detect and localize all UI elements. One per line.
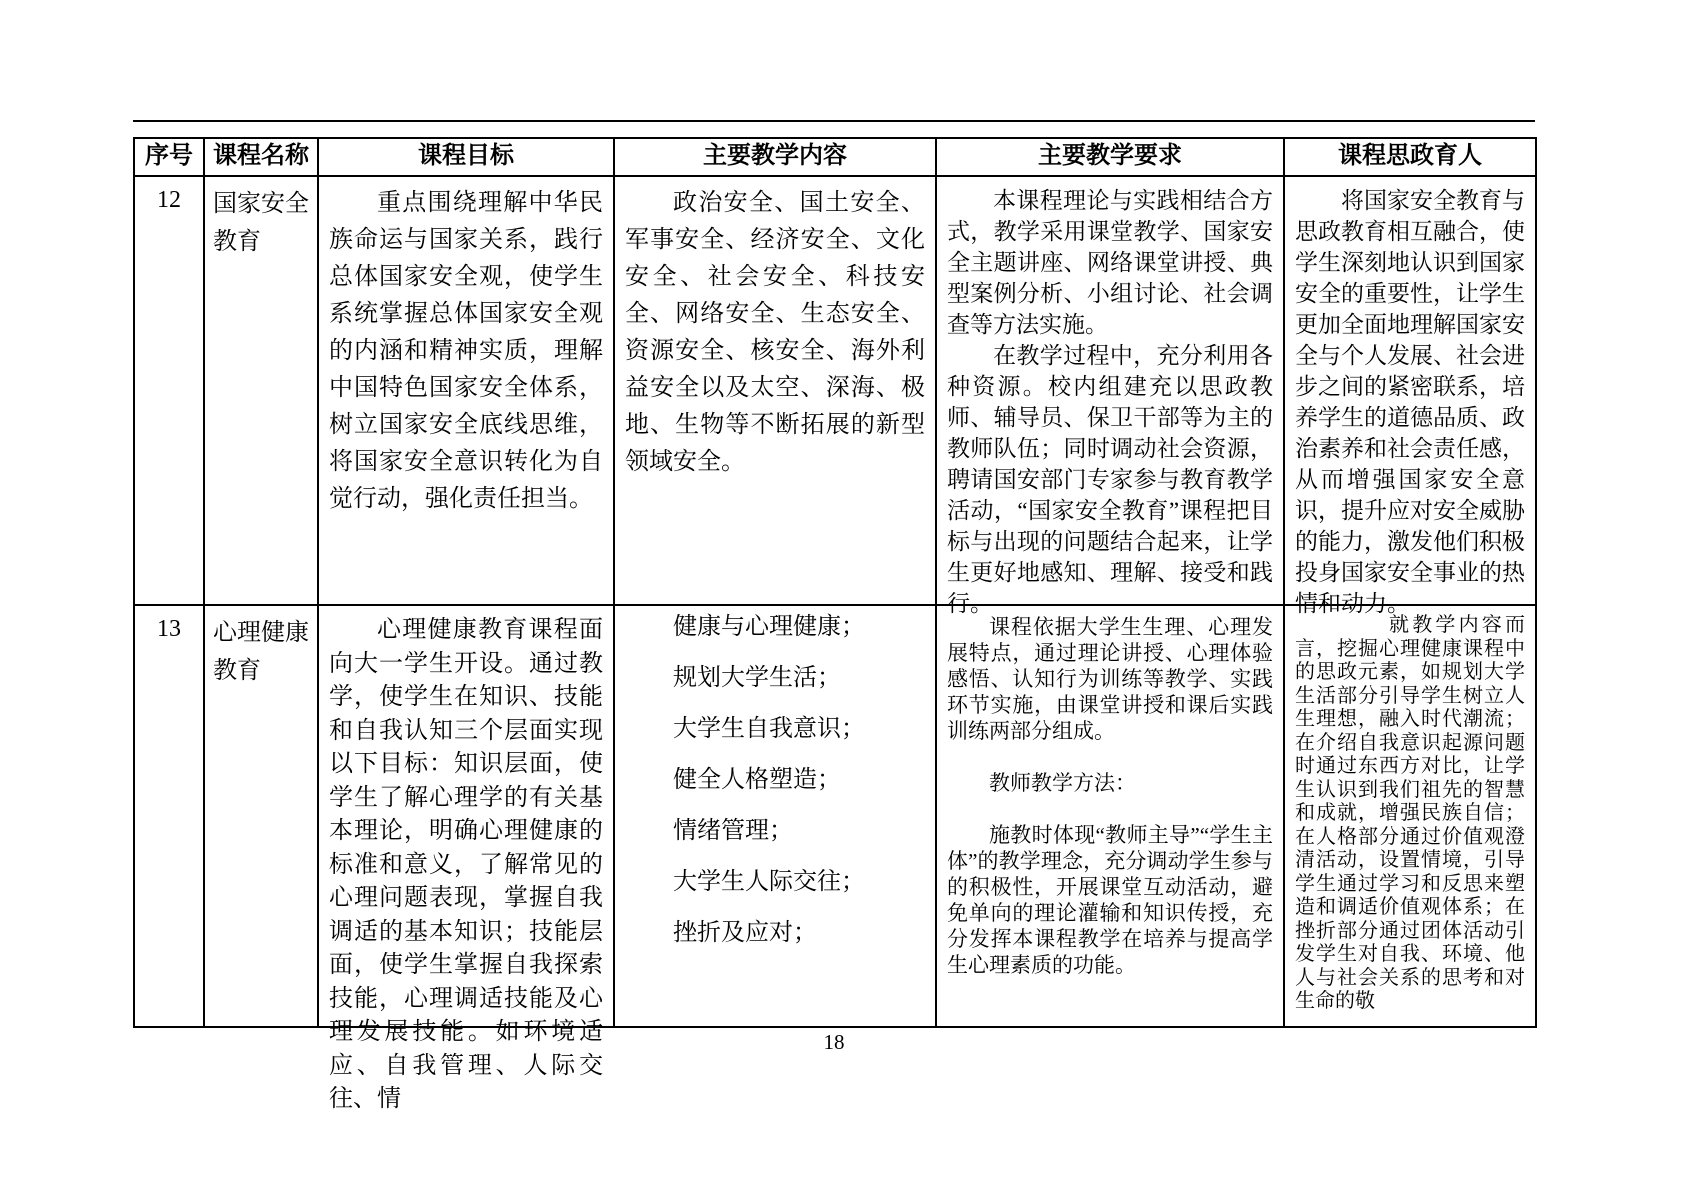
requirements-paragraph: 课程依据大学生生理、心理发展特点，通过理论讲授、心理体验感悟、认知行为训练等教学、实践环节实施，由课堂讲授和课后实践训练两部分组成。 xyxy=(947,615,1273,743)
cell-course-name xyxy=(204,176,318,605)
course-name-text: 国家安全教育 xyxy=(213,191,309,255)
page-header-rule xyxy=(133,120,1535,122)
content-paragraph: 政治安全、国土安全、军事安全、经济安全、文化安全、社会安全、科技安全、网络安全、生态安全、资源安全、核安全、海外利益安全以及太空、深海、极地、生物等不断拓展的新型领域安全。 xyxy=(625,190,925,475)
table-header-row xyxy=(134,138,1536,176)
requirements-paragraph: 教师教学方法： xyxy=(989,771,1136,795)
cell-teaching-content xyxy=(614,605,936,1027)
cell-teaching-requirements xyxy=(936,176,1284,616)
course-name-text: 心理健康教育 xyxy=(213,620,309,684)
cell-teaching-requirements xyxy=(936,605,1284,1027)
cell-course-name xyxy=(204,605,318,1027)
col-header-objectives: 课程目标 xyxy=(318,138,614,176)
content-list-item: 情绪管理； xyxy=(673,818,793,844)
col-header-no: 序号 xyxy=(134,138,204,176)
col-header-teaching-requirements: 主要教学要求 xyxy=(936,138,1284,176)
cell-row-no: 13 xyxy=(134,605,204,1027)
cell-course-objectives xyxy=(318,176,614,605)
cell-ideology-education xyxy=(1284,176,1536,616)
col-header-teaching-content: 主要教学内容 xyxy=(614,138,936,176)
content-list-item: 规划大学生活； xyxy=(673,665,841,691)
content-list-item: 大学生人际交往； xyxy=(673,869,865,895)
cell-teaching-content xyxy=(614,176,936,605)
requirements-paragraph: 在教学过程中，充分利用各种资源。校内组建充以思政教师、辅导员、保卫干部等为主的教师队伍；同时调动社会资源，聘请国安部门专家参与教育教学活动，“国家安全教育”课程把目标与出现的问题结合起来，让学生更好地感知、理解、接受和践行。 xyxy=(947,343,1273,616)
content-list-item: 健康与心理健康； xyxy=(673,614,865,640)
cell-row-no: 12 xyxy=(134,176,204,605)
cell-course-objectives xyxy=(318,605,614,1112)
ideology-paragraph: 就教学内容而言，挖掘心理健康课程中的思政元素，如规划大学生活部分引导学生树立人生理想，融入时代潮流；在介绍自我意识起源问题时通过东西方对比，让学生认识到我们祖先的智慧和成就，增强民族自信；在人格部分通过价值观澄清活动，设置情境，引导学生通过学习和反思来塑造和调适价值观体系；在挫折部分通过团体活动引发学生对自我、环境、他人与社会关系的思考和对生命的敬 xyxy=(1295,614,1525,1012)
page-number: 18 xyxy=(823,1030,845,1054)
ideology-paragraph: 将国家安全教育与思政教育相互融合，使学生深刻地认识到国家安全的重要性，让学生更加全面地理解国家安全与个人发展、社会进步之间的紧密联系，培养学生的道德品质、政治素养和社会责任感，从而增强国家安全意识，提升应对安全威胁的能力，激发他们积极投身国家安全事业的热情和动力。 xyxy=(1295,188,1525,616)
content-list-item: 健全人格塑造； xyxy=(673,767,841,793)
content-list-item: 大学生自我意识； xyxy=(673,716,865,742)
col-header-ideology-education: 课程思政育人 xyxy=(1284,138,1536,176)
table-row-13 xyxy=(134,605,1536,1027)
cell-ideology-education xyxy=(1284,605,1536,1027)
objectives-paragraph: 心理健康教育课程面向大一学生开设。通过教学，使学生在知识、技能和自我认知三个层面实现以下目标：知识层面，使学生了解心理学的有关基本理论，明确心理健康的标准和意义，了解常见的心理问题表现，掌握自我调适的基本知识；技能层面，使学生掌握自我探索技能，心理调适技能及心理发展技能。如环境适应、自我管理、人际交往、情 xyxy=(329,617,603,1112)
content-list-item: 挫折及应对； xyxy=(673,920,817,946)
table-row-12 xyxy=(134,176,1536,605)
requirements-paragraph: 施教时体现“教师主导”“学生主体”的教学理念，充分调动学生参与的积极性，开展课堂互动活动，避免单向的理论灌输和知识传授，充分发挥本课程教学在培养与提高学生心理素质的功能。 xyxy=(947,823,1273,977)
requirements-paragraph: 本课程理论与实践相结合方式，教学采用课堂教学、国家安全主题讲座、网络课堂讲授、典型案例分析、小组讨论、社会调查等方法实施。 xyxy=(947,188,1273,337)
objectives-paragraph: 重点围绕理解中华民族命运与国家关系，践行总体国家安全观，使学生系统掌握总体国家安全观的内涵和精神实质，理解中国特色国家安全体系，树立国家安全底线思维，将国家安全意识转化为自觉行动，强化责任担当。 xyxy=(329,190,603,512)
col-header-course-name: 课程名称 xyxy=(204,138,318,176)
